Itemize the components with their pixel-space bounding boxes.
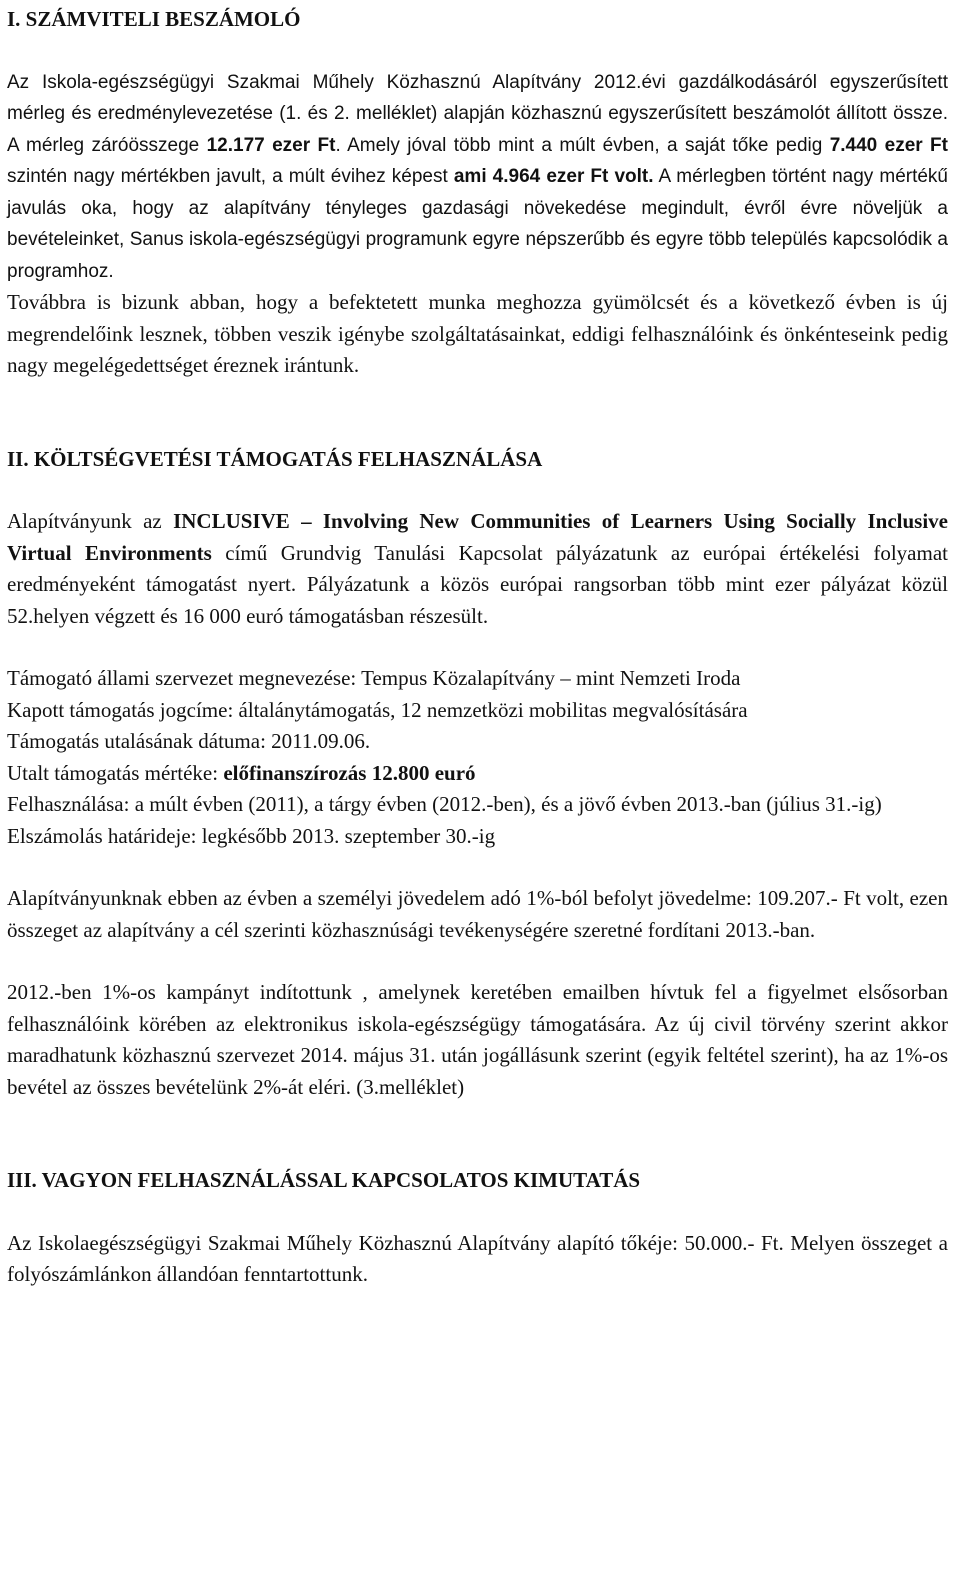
s1p1-text-d: szintén nagy mértékben javult, a múlt évihez képest (7, 166, 454, 187)
support-amount (7, 758, 948, 790)
support-usage: Felhasználása: a múlt évben (2011), a tárgy évben (2012.-ben), és a jövő évben 2013.-ban (július 31.-ig) (7, 792, 882, 816)
section-1-paragraph-2: Továbbra is bizunk abban, hogy a befektetett munka meghozza gyümölcsét és a következő évben is új megrendelőink lesznek, többen veszik igénybe szolgáltatásainkat, eddigi felhasználóink és önkénteseink pedig nagy megelégedettséget éreznek irántunk. (7, 290, 948, 377)
section-3-title: III. VAGYON FELHASZNÁLÁSSAL KAPCSOLATOS KIMUTATÁS (7, 1168, 641, 1192)
section-1-paragraph-1 (7, 67, 948, 288)
support-deadline: Elszámolás határideje: legkésőbb 2013. szeptember 30.-ig (7, 823, 496, 848)
support-amount-value: előfinanszírozás 12.800 euró (223, 760, 476, 785)
s1p1-text-c: . Amely jóval több mint a múlt évben, a saját tőke pedig (335, 134, 830, 156)
support-organization: Támogató állami szervezet megnevezése: Tempus Közalapítvány – mint Nemzeti Iroda (7, 666, 741, 690)
s1p1-equity: 7.440 ezer Ft (829, 134, 948, 156)
s2p1-text-a: Alapítványunk az (7, 509, 174, 533)
support-legal-title: Kapott támogatás jogcíme: általánytámogatás, 12 nemzetközi mobilitas megvalósítására (7, 697, 748, 722)
section-2-title: II. KÖLTSÉGVETÉSI TÁMOGATÁS FELHASZNÁLÁSA (7, 446, 543, 471)
section-3-paragraph-1: Az Iskolaegészségügyi Szakmai Műhely Közhasznú Alapítvány alapító tőkéje: 50.000.- Ft. Melyen összeget a folyószámlánkon állandóan fenntartottunk. (7, 1230, 948, 1286)
s2p1-project-name: INCLUSIVE – Involving New Communities of Learners Using Socially Inclusive Virtual Environments (7, 509, 948, 565)
support-transfer-date: Támogatás utalásának dátuma: 2011.09.06. (7, 729, 371, 753)
s1p1-previous-equity: ami 4.964 ezer Ft volt. (453, 166, 654, 187)
section-2-paragraph-1 (7, 506, 948, 632)
support-amount-label: Utalt támogatás mértéke: (7, 760, 224, 785)
s1p1-text-a: Az Iskola-egészségügyi Szakmai Műhely Közhasznú Alapítvány 2012.évi gazdálkodásáról egyszerűsített mérleg és eredménylevezetése (1. és 2. melléklet) alapján közhasznú egyszerűsített beszámolót állított össze. A mérleg záróösszege (7, 71, 948, 156)
s1p1-balance-total: 12.177 ezer Ft (206, 134, 336, 156)
campaign-paragraph: 2012.-ben 1%-os kampányt indítottunk , amelynek keretében emailben hívtuk fel a figyelmet elsősorban felhasználóink körében az elektronikus iskola-egészségügy támogatására. Az új civil törvény szerint akkor maradhatunk közhasznú szervezet 2014. május 31. után jogállásunk szerint (egyik feltétel szerint), ha az 1%-os bevétel az összes bevételünk 2%-át eléri. (3.melléklet) (7, 980, 948, 1099)
section-1-title: I. SZÁMVITELI BESZÁMOLÓ (7, 7, 301, 31)
s1p1-text-e: A mérlegben történt nagy mértékű javulás oka, hogy az alapítvány tényleges gazdasági növekedése megindult, évről évre növeljük a bevételeinket, Sanus iskola-egészségügyi programunk egyre népszerűbb és egyre több település kapcsolódik a programhoz. (7, 166, 948, 282)
one-percent-paragraph: Alapítványunknak ebben az évben a személyi jövedelem adó 1%-ból befolyt jövedelme: 109.207.- Ft volt, ezen összeget az alapítvány a cél szerinti közhasznúsági tevékenységére szeretné fordítani 2013.-ban. (7, 886, 948, 942)
s2p1-text-c: című Grundvig Tanulási Kapcsolat pályázatunk az európai értékelési folyamat eredményeként támogatást nyert. Pályázatunk a közös európai rangsorban több mint ezer pályázat közül 52.helyen végzett és 16 000 euró támogatásban részesült. (7, 540, 948, 628)
